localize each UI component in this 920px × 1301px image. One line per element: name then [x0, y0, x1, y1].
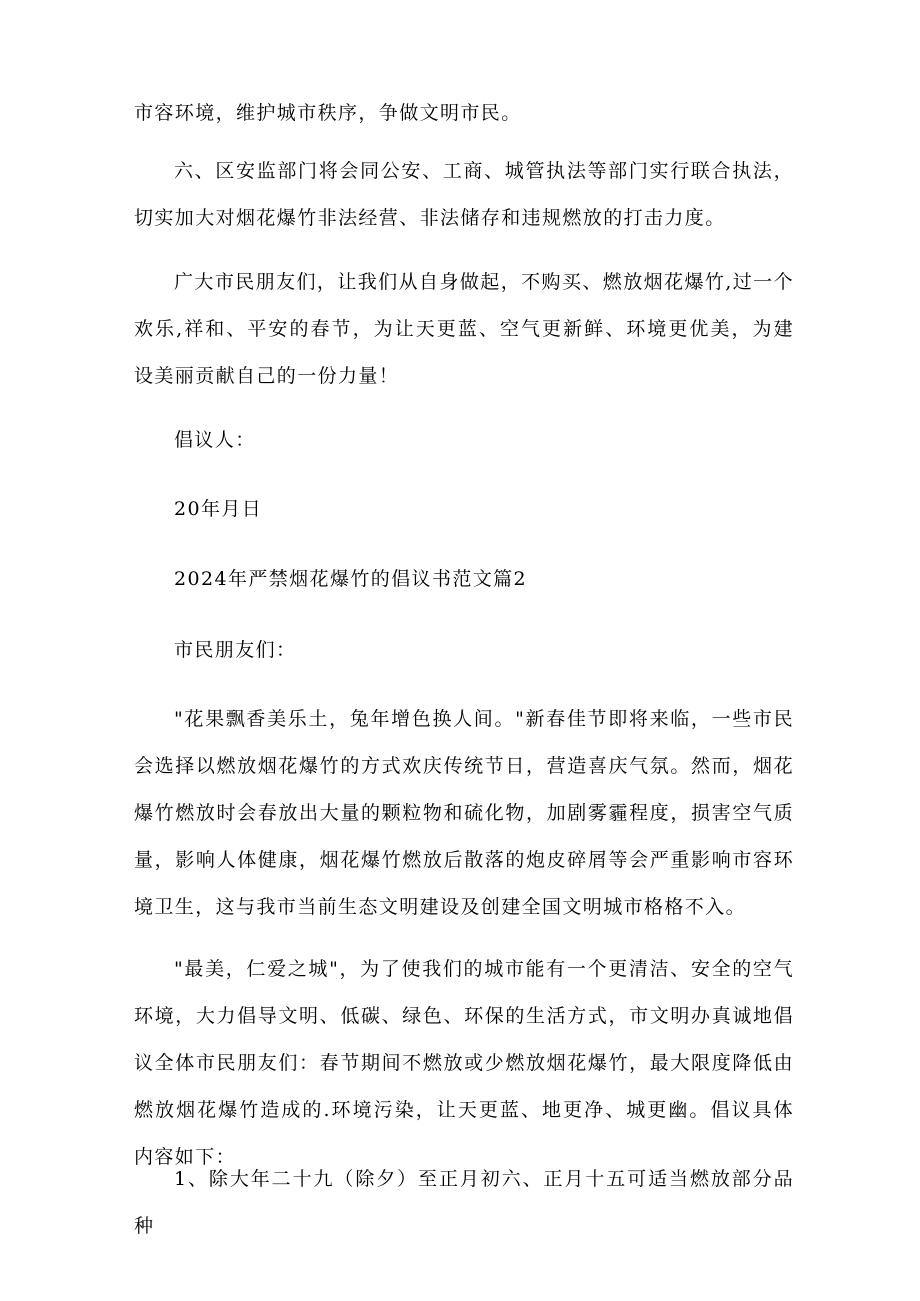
paragraph-initiative: "最美，仁爱之城"，为了使我们的城市能有一个更清洁、安全的空气环境，大力倡导文明、低碳、绿色、环保的生活方式，市文明办真诚地倡议全体市民朋友们：春节期间不燃放或少燃放烟花爆竹，最大限度降低由燃放烟花爆竹造成的.环境污染，让天更蓝、地更净、城更幽。倡议具体内容如下：: [134, 958, 794, 1168]
salutation: 市民朋友们：: [174, 639, 297, 661]
paragraph-appeal: 广大市民朋友们，让我们从自身做起，不购买、燃放烟花爆竹,过一个欢乐,祥和、平安的春节，为让天更蓝、空气更新鲜、环境更优美，为建设美丽贡献自己的一份力量！: [134, 271, 794, 387]
section-heading: 2024年严禁烟花爆竹的倡议书范文篇2: [174, 568, 528, 590]
proposer-label: 倡议人：: [174, 429, 256, 451]
paragraph-item-six: 六、区安监部门将会同公安、工商、城管执法等部门实行联合执法，切实加大对烟花爆竹非法经营、非法储存和违规燃放的打击力度。: [134, 160, 794, 229]
date-line: 20年月日: [174, 498, 263, 520]
paragraph-city-environment: 市容环境，维护城市秩序，争做文明市民。: [134, 102, 522, 124]
list-item-1: 1、除大年二十九（除夕）至正月初六、正月十五可适当燃放部分品种: [134, 1168, 794, 1237]
paragraph-festival-intro: "花果飘香美乐土，兔年增色换人间。"新春佳节即将来临，一些市民会选择以燃放烟花爆竹的方式欢庆传统节日，营造喜庆气氛。然而，烟花爆竹燃放时会春放出大量的颗粒物和硫化物，加剧雾霾程度，损害空气质量，影响人体健康，烟花爆竹燃放后散落的炮皮碎屑等会严重影响市容环境卫生，这与我市当前生态文明建设及创建全国文明城市格格不入。: [134, 708, 794, 918]
